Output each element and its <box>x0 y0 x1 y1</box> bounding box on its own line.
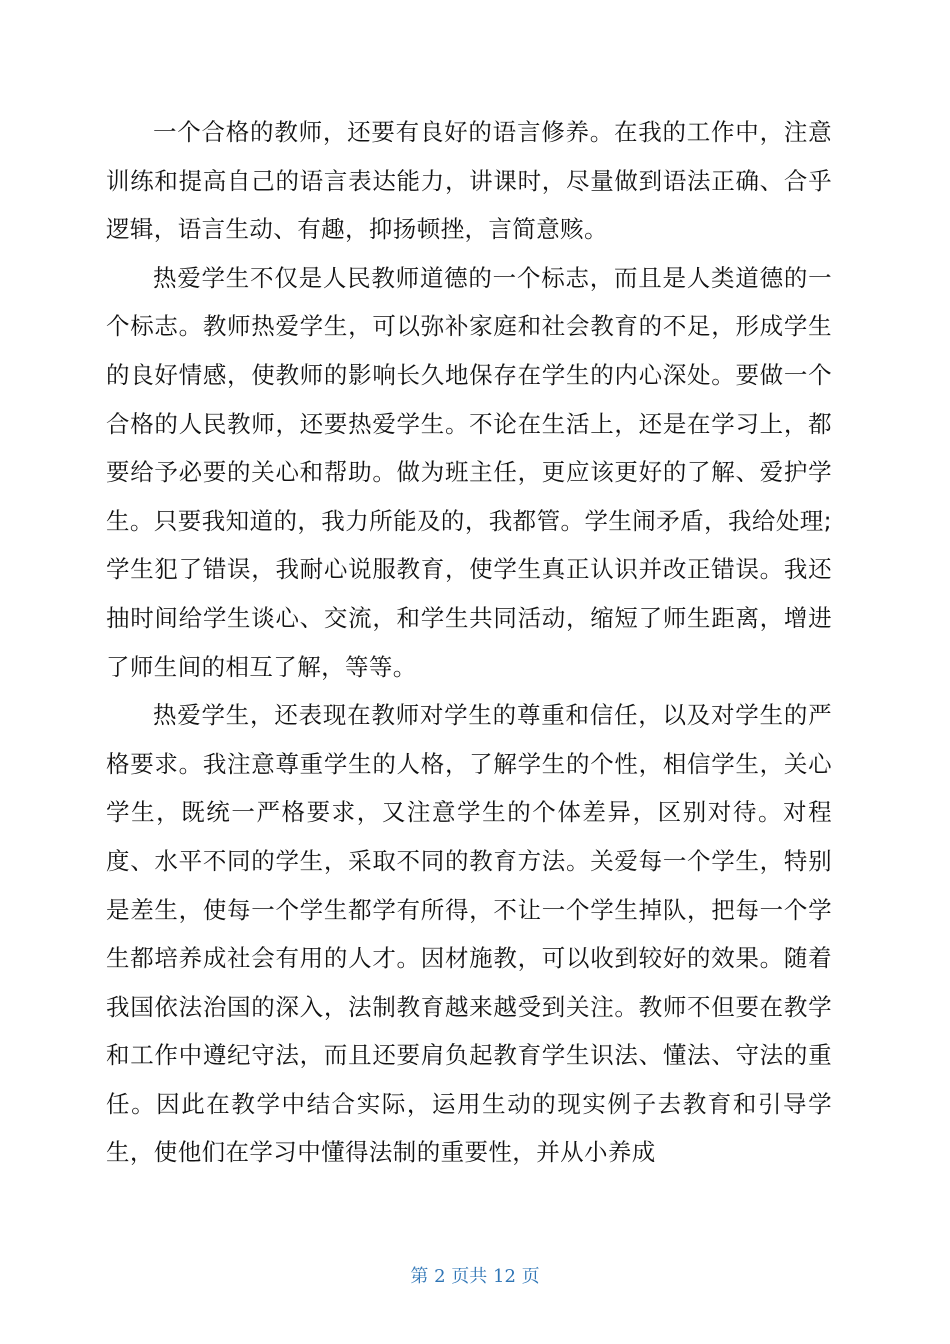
paragraph-love-students: 热爱学生不仅是人民教师道德的一个标志，而且是人类道德的一个标志。教师热爱学生，可以弥补家庭和社会教育的不足，形成学生的良好情感，使教师的影响长久地保存在学生的内心深处。要做一个合格的人民教师，还要热爱学生。不论在生活上，还是在学习上，都要给予必要的关心和帮助。做为班主任，更应该更好的了解、爱护学生。只要我知道的，我力所能及的，我都管。学生闹矛盾，我给处理;学生犯了错误，我耐心说服教育，使学生真正认识并改正错误。我还抽时间给学生谈心、交流，和学生共同活动，缩短了师生距离，增进了师生间的相互了解，等等。 <box>106 263 832 681</box>
document-body <box>106 108 832 1177</box>
paragraph-respect-and-trust: 热爱学生，还表现在教师对学生的尊重和信任，以及对学生的严格要求。我注意尊重学生的人格，了解学生的个性，相信学生，关心学生，既统一严格要求，又注意学生的个体差异，区别对待。对程度、水平不同的学生，采取不同的教育方法。关爱每一个学生，特别是差生，使每一个学生都学有所得，不让一个学生掉队，把每一个学生都培养成社会有用的人才。因材施教，可以收到较好的效果。随着我国依法治国的深入，法制教育越来越受到关注。教师不但要在教学和工作中遵纪守法，而且还要肩负起教育学生识法、懂法、守法的重任。因此在教学中结合实际，运用生动的现实例子去教育和引导学生，使他们在学习中懂得法制的重要性，并从小养成 <box>106 701 832 1167</box>
paragraph-language-cultivation: 一个合格的教师，还要有良好的语言修养。在我的工作中，注意训练和提高自己的语言表达能力，讲课时，尽量做到语法正确、合乎逻辑，语言生动、有趣，抑扬顿挫，言简意赅。 <box>106 118 832 244</box>
page-footer: 第 2 页共 12 页 <box>410 1266 540 1287</box>
